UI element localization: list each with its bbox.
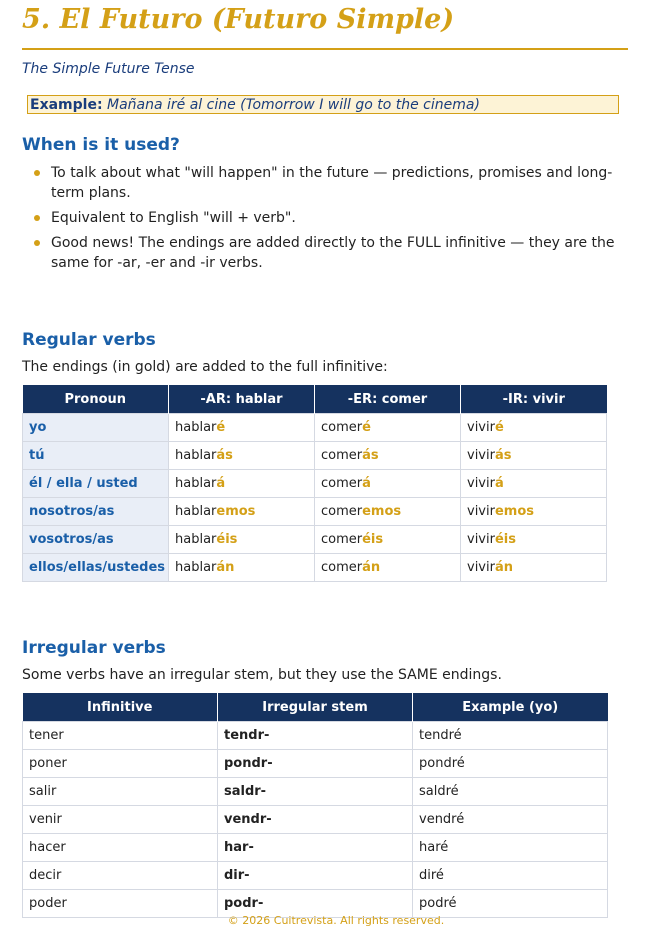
- infinitive-cell: salir: [23, 778, 218, 806]
- conjugation-cell: [315, 498, 461, 526]
- list-item: [34, 208, 634, 228]
- usage-list: [34, 163, 634, 278]
- verb-infinitive: comer: [321, 476, 363, 491]
- table-row: [23, 834, 608, 862]
- column-header: Irregular stem: [218, 693, 413, 722]
- conjugation-cell: [169, 498, 315, 526]
- irregular-stem-cell: saldr-: [218, 778, 413, 806]
- table-row: [23, 498, 607, 526]
- verb-ending: emos: [494, 504, 535, 519]
- table-row: [23, 862, 608, 890]
- verb-infinitive: vivir: [467, 420, 495, 435]
- verb-ending: á: [362, 476, 371, 491]
- pronoun-cell: vosotros/as: [23, 526, 169, 554]
- bullet-text: Equivalent to English "will + verb".: [51, 210, 296, 226]
- title-divider: [22, 48, 628, 50]
- example-cell: diré: [413, 862, 608, 890]
- table-row: [23, 470, 607, 498]
- verb-ending: é: [216, 420, 226, 435]
- table-row: [23, 806, 608, 834]
- table-row: [23, 778, 608, 806]
- verb-ending: éis: [494, 532, 516, 547]
- infinitive-cell: poder: [23, 890, 218, 918]
- conjugation-cell: [315, 554, 461, 582]
- verb-infinitive: vivir: [467, 476, 495, 491]
- pronoun-cell: él / ella / usted: [23, 470, 169, 498]
- conjugation-cell: [169, 554, 315, 582]
- conjugation-cell: [461, 414, 607, 442]
- verb-ending: éis: [216, 532, 238, 547]
- verb-infinitive: vivir: [467, 504, 495, 519]
- example-box: [27, 95, 619, 114]
- bullet-dot: [34, 240, 40, 246]
- example-cell: vendré: [413, 806, 608, 834]
- bullet-dot: [34, 215, 40, 221]
- page-subtitle: The Simple Future Tense: [22, 61, 195, 77]
- column-header: -IR: vivir: [461, 385, 607, 414]
- pronoun-cell: ellos/ellas/ustedes: [23, 554, 169, 582]
- page-title: 5. El Futuro (Futuro Simple): [22, 4, 455, 35]
- conjugation-cell: [461, 470, 607, 498]
- conjugation-cell: [315, 470, 461, 498]
- example-cell: saldré: [413, 778, 608, 806]
- example-cell: pondré: [413, 750, 608, 778]
- regular-verbs-table: [22, 385, 607, 582]
- example-cell: podré: [413, 890, 608, 918]
- conjugation-cell: [315, 442, 461, 470]
- pronoun-cell: tú: [23, 442, 169, 470]
- column-header: -AR: hablar: [169, 385, 315, 414]
- verb-infinitive: vivir: [467, 560, 495, 575]
- example-cell: haré: [413, 834, 608, 862]
- infinitive-cell: venir: [23, 806, 218, 834]
- verb-infinitive: hablar: [175, 560, 217, 575]
- verb-ending: é: [494, 420, 504, 435]
- verb-ending: án: [362, 560, 381, 575]
- table-row: [23, 526, 607, 554]
- verb-ending: emos: [216, 504, 256, 519]
- list-item: [34, 163, 634, 203]
- verb-ending: é: [362, 420, 371, 435]
- column-header: Pronoun: [23, 385, 169, 414]
- bullet-dot: [34, 170, 40, 176]
- verb-ending: emos: [362, 504, 402, 519]
- conjugation-cell: [169, 470, 315, 498]
- usage-heading: When is it used?: [22, 135, 180, 155]
- table-row: [23, 750, 608, 778]
- table-row: [23, 414, 607, 442]
- irregular-stem-cell: vendr-: [218, 806, 413, 834]
- verb-infinitive: hablar: [175, 532, 217, 547]
- example-text: Mañana iré al cine (Tomorrow I will go to the cinema): [107, 97, 480, 113]
- example-cell: tendré: [413, 722, 608, 750]
- infinitive-cell: decir: [23, 862, 218, 890]
- conjugation-cell: [461, 442, 607, 470]
- conjugation-cell: [169, 414, 315, 442]
- verb-ending: ás: [216, 448, 233, 463]
- verb-infinitive: vivir: [467, 532, 495, 547]
- conjugation-cell: [315, 526, 461, 554]
- irregular-stem-cell: dir-: [218, 862, 413, 890]
- table-header-row: [23, 385, 607, 414]
- bullet-text: Good news! The endings are added directly to the FULL infinitive — they are the same for -ar, -er and -ir verbs.: [51, 235, 615, 271]
- bullet-text: To talk about what "will happen" in the future — predictions, promises and long-term plans.: [51, 165, 613, 201]
- conjugation-cell: [461, 554, 607, 582]
- conjugation-cell: [315, 414, 461, 442]
- verb-infinitive: comer: [321, 504, 363, 519]
- table-row: [23, 722, 608, 750]
- footer-copyright: © 2026 Cuitrevista. All rights reserved.: [227, 914, 445, 927]
- list-item: [34, 233, 634, 273]
- verb-infinitive: hablar: [175, 448, 217, 463]
- infinitive-cell: tener: [23, 722, 218, 750]
- conjugation-cell: [461, 498, 607, 526]
- verb-ending: éis: [362, 532, 384, 547]
- irregular-verbs-table: [22, 693, 608, 918]
- verb-infinitive: hablar: [175, 420, 217, 435]
- irregular-stem-cell: pondr-: [218, 750, 413, 778]
- example-label: Example:: [30, 97, 103, 113]
- conjugation-cell: [169, 442, 315, 470]
- conjugation-cell: [169, 526, 315, 554]
- verb-ending: án: [216, 560, 235, 575]
- irregular-intro: Some verbs have an irregular stem, but they use the SAME endings.: [22, 667, 502, 683]
- pronoun-cell: yo: [23, 414, 169, 442]
- pronoun-cell: nosotros/as: [23, 498, 169, 526]
- column-header: -ER: comer: [315, 385, 461, 414]
- verb-ending: á: [494, 476, 504, 491]
- verb-infinitive: comer: [321, 448, 363, 463]
- column-header: Example (yo): [413, 693, 608, 722]
- verb-infinitive: comer: [321, 560, 363, 575]
- table-header-row: [23, 693, 608, 722]
- verb-infinitive: hablar: [175, 504, 217, 519]
- verb-ending: á: [216, 476, 226, 491]
- verb-ending: ás: [362, 448, 379, 463]
- regular-intro: The endings (in gold) are added to the full infinitive:: [22, 359, 388, 375]
- verb-ending: án: [494, 560, 513, 575]
- table-row: [23, 442, 607, 470]
- table-row: [23, 554, 607, 582]
- verb-infinitive: comer: [321, 420, 363, 435]
- column-header: Infinitive: [23, 693, 218, 722]
- irregular-stem-cell: tendr-: [218, 722, 413, 750]
- verb-infinitive: comer: [321, 532, 363, 547]
- infinitive-cell: hacer: [23, 834, 218, 862]
- irregular-heading: Irregular verbs: [22, 638, 166, 658]
- infinitive-cell: poner: [23, 750, 218, 778]
- conjugation-cell: [461, 526, 607, 554]
- verb-ending: ás: [494, 448, 512, 463]
- regular-heading: Regular verbs: [22, 330, 156, 350]
- verb-infinitive: hablar: [175, 476, 217, 491]
- irregular-stem-cell: har-: [218, 834, 413, 862]
- verb-infinitive: vivir: [467, 448, 495, 463]
- irregular-stem-cell: podr-: [218, 890, 413, 918]
